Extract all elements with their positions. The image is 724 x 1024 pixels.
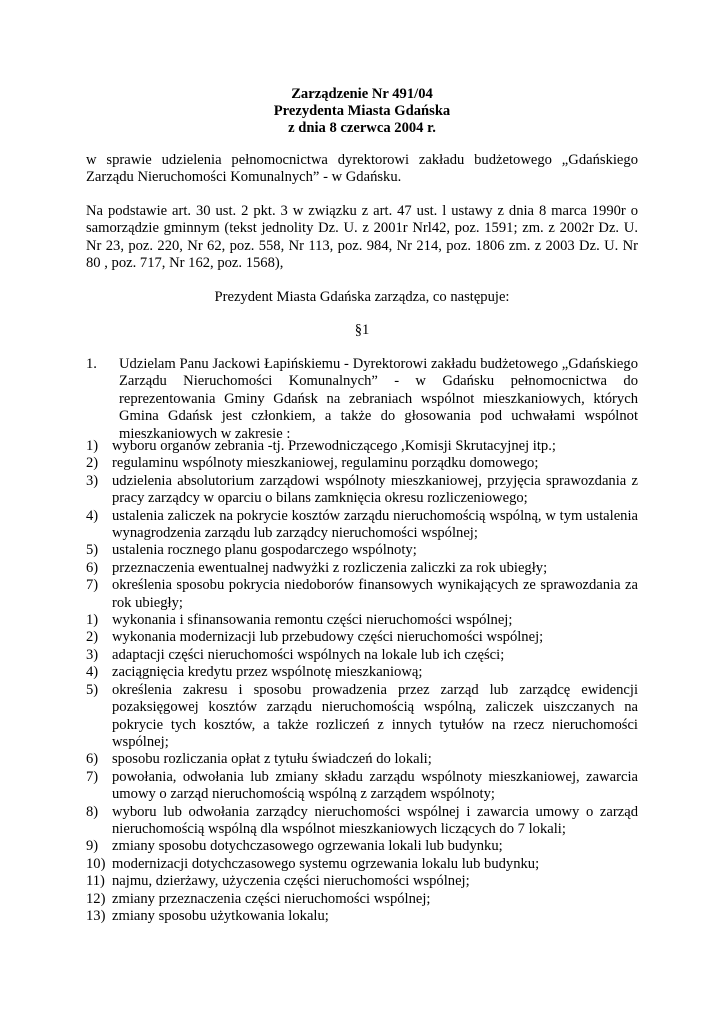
list-item-number: 5) (86, 681, 99, 698)
list-item-number: 6) (86, 559, 99, 576)
list-item (86, 647, 638, 664)
paragraph-1 (86, 356, 638, 443)
decree-subject: w sprawie udzielenia pełnomocnictwa dyrektorowi zakładu budżetowego „Gdańskiego Zarządu Nieruchomości Komunalnych” - w Gdańsku. (86, 152, 638, 186)
list-item-text: zmiany przeznaczenia części nieruchomości wspólnej; (112, 890, 431, 907)
legal-basis: Na podstawie art. 30 ust. 2 pkt. 3 w związku z art. 47 ust. l ustawy z dnia 8 marca 1990r o samorządzie gminnym (tekst jednolity Dz. U. z 2001r Nrl42, poz. 1591; zm. z 2002r Dz. U. Nr 23, poz. 220, Nr 62, poz. 558, Nr 113, poz. 984, Nr 214, poz. 1806 zm. z 2003 Dz. U. Nr 80 , poz. 717, Nr 162, poz. 1568), (86, 203, 638, 272)
list-item (86, 473, 638, 508)
list-item (86, 891, 638, 908)
decree-statement: Prezydent Miasta Gdańska zarządza, co następuje: (214, 289, 510, 305)
list-item-text: regulaminu wspólnoty mieszkaniowej, regulaminu porządku domowego; (112, 455, 539, 472)
list-item-number: 8) (86, 803, 99, 820)
list-item (86, 908, 638, 925)
list-item (86, 751, 638, 768)
list-item-number: 11) (86, 873, 105, 890)
list-item-text: określenia zakresu i sposobu prowadzenia przez zarząd lub zarządcę ewidencji pozaksięgowej kosztów zarządu nieruchomością wspólną, zaliczek uiszczanych na pokrycie tych kosztów, a także rozliczeń z innych tytułów na rzecz nieruchomości wspólnej; (112, 681, 638, 750)
list-item-text: określenia sposobu pokrycia niedoborów finansowych wynikających ze sprawozdania za rok ubiegły; (112, 577, 638, 611)
list-item-number: 7) (86, 577, 99, 594)
list-item (86, 664, 638, 681)
list-item-text: ustalenia rocznego planu gospodarczego wspólnoty; (112, 542, 417, 559)
list-item-text: modernizacji dotychczasowego systemu ogrzewania lokalu lub budynku; (112, 855, 540, 872)
document-header (0, 86, 724, 138)
list-item (86, 577, 638, 612)
list-item-text: najmu, dzierżawy, użyczenia części nieruchomości wspólnej; (112, 873, 470, 890)
list-item-number: 6) (86, 751, 99, 768)
list-item (86, 682, 638, 752)
section-heading: §1 (354, 322, 370, 338)
list-item (86, 856, 638, 873)
list-item (86, 542, 638, 559)
list-item-number: 3) (86, 472, 99, 489)
list-item-number: 4) (86, 507, 99, 524)
list-item-number: 2) (86, 455, 99, 472)
list-item (86, 838, 638, 855)
list-item (86, 455, 638, 472)
paragraph-text: Udzielam Panu Jackowi Łapińskiemu - Dyrektorowi zakładu budżetowego „Gdańskiego Zarządu Nieruchomości Komunalnych” - w Gdańsku pełnomocnictwa do reprezentowania Gminy Gdańsk na zebraniach wspólnot mieszkaniowych, których Gmina Gdańsk jest członkiem, a także do głosowania pod uchwałami wspólnot mieszkaniowych w zakresie : (119, 356, 638, 442)
list-item-number: 2) (86, 629, 99, 646)
list-item-text: wykonania i sfinansowania remontu części nieruchomości wspólnej; (112, 612, 513, 629)
list-item-text: zmiany sposobu dotychczasowego ogrzewania lokali lub budynku; (112, 838, 503, 855)
decree-number: Zarządzenie Nr 491/04 (291, 86, 433, 102)
list-item (86, 560, 638, 577)
list-item (86, 873, 638, 890)
decree-issuer: Prezydenta Miasta Gdańska (273, 103, 451, 120)
list-item-number: 1) (86, 438, 99, 454)
list-item (86, 438, 638, 455)
list-item-text: ustalenia zaliczek na pokrycie kosztów zarządu nieruchomością wspólną, w tym ustalenia wynagrodzenia zarządu lub zarządcy nieruchomości wspólnej; (112, 507, 638, 542)
list-item-text: sposobu rozliczania opłat z tytułu świadczeń do lokali; (112, 751, 432, 768)
list-item-text: wyboru organów zebrania -tj. Przewodniczącego ,Komisji Skrutacyjnej itp.; (112, 438, 556, 454)
list-item-number: 4) (86, 664, 99, 681)
paragraph-number: 1. (86, 356, 97, 372)
list-item-text: wykonania modernizacji lub przebudowy części nieruchomości wspólnej; (112, 629, 544, 646)
list-item-text: zaciągnięcia kredytu przez wspólnotę mieszkaniową; (112, 664, 423, 681)
list-item-number: 9) (86, 838, 99, 855)
list-item-number: 1) (86, 612, 99, 629)
list-item-number: 13) (86, 907, 106, 924)
list-item (86, 612, 638, 629)
list-item-text: zmiany sposobu użytkowania lokalu; (112, 907, 329, 924)
list-item-number: 10) (86, 855, 106, 872)
list-item (86, 769, 638, 804)
list-item-number: 12) (86, 890, 106, 907)
list-item-text: przeznaczenia ewentualnej nadwyżki z rozliczenia zaliczki za rok ubiegły; (112, 559, 548, 576)
list-item-text: adaptacji części nieruchomości wspólnych na lokale lub ich części; (112, 646, 505, 663)
list-item (86, 629, 638, 646)
list-item-number: 3) (86, 646, 99, 663)
list-item (86, 508, 638, 543)
scope-list (86, 438, 638, 925)
list-item-number: 5) (86, 542, 99, 559)
list-item-text: wyboru lub odwołania zarządcy nieruchomości wspólnej i zawarcia umowy o zarząd nieruchomością wspólną dla wspólnot mieszkaniowych liczących do 7 lokali; (112, 803, 638, 837)
decree-date: z dnia 8 czerwca 2004 r. (288, 120, 436, 137)
list-item-text: udzielenia absolutorium zarządowi wspólnoty mieszkaniowej, przyjęcia sprawozdania z pracy zarządcy w oparciu o bilans zamknięcia okresu rozliczeniowego; (112, 472, 638, 507)
list-item (86, 804, 638, 839)
list-item-text: powołania, odwołania lub zmiany składu zarządu wspólnoty mieszkaniowej, zawarcia umowy o zarząd nieruchomością wspólną z zarządem wspólnoty; (112, 768, 638, 803)
list-item-number: 7) (86, 768, 99, 785)
